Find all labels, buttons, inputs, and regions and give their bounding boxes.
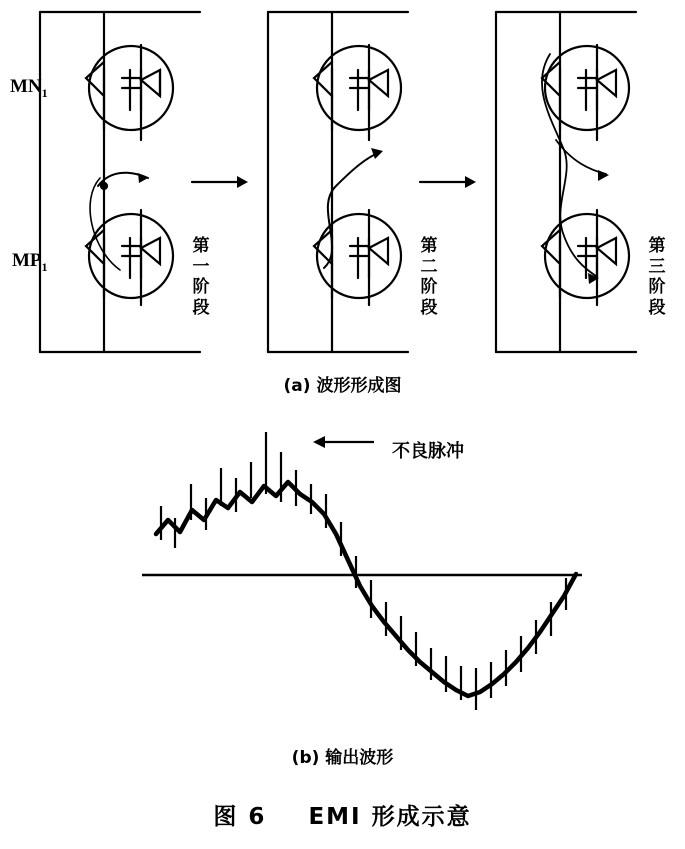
stage-label-1 (190, 236, 212, 319)
stage-3-char-1: 第 (648, 236, 666, 256)
stage-2-char-1: 第 (420, 236, 438, 256)
flow-arrow-2-3 (420, 176, 476, 188)
circuit-panel-2 (268, 12, 408, 352)
stage-label-2 (418, 236, 440, 319)
label-mp1: $MP_1$ (12, 250, 48, 274)
stage-2-char-3: 阶 (420, 277, 438, 298)
stage-2-char-2: 二 (420, 256, 438, 277)
stage-1-char-2: 一 (192, 256, 210, 277)
stage-3-char-2: 三 (648, 256, 666, 277)
figure-number: 图 6 (213, 804, 267, 830)
sub-caption-a: (a) 波形形成图 (283, 376, 402, 396)
figure-title: EMI 形成示意 (308, 804, 472, 830)
flow-arrow-1-2 (192, 176, 248, 188)
stage-label-3 (646, 236, 668, 319)
waveform-spikes (161, 432, 566, 710)
annotation-arrow (313, 436, 374, 448)
stage-3-char-3: 阶 (648, 277, 666, 298)
waveform-annotation-label: 不良脉冲 (392, 441, 464, 462)
stage-3-char-4: 段 (648, 298, 666, 319)
stage-1-char-3: 阶 (192, 277, 210, 298)
label-mn1: $MN_1$ (10, 76, 48, 100)
stage-2-char-4: 段 (420, 298, 438, 319)
sub-caption-b: (b) 输出波形 (291, 748, 394, 768)
stage-1-char-1: 第 (192, 236, 210, 256)
waveform-diagram-group (0, 410, 685, 740)
figure-caption (0, 798, 685, 831)
circuit-panel-1 (40, 12, 200, 352)
stage-1-char-4: 段 (192, 298, 210, 319)
circuit-diagram-group (0, 0, 685, 365)
waveform-trace (156, 482, 576, 696)
circuit-panel-3 (496, 12, 636, 352)
